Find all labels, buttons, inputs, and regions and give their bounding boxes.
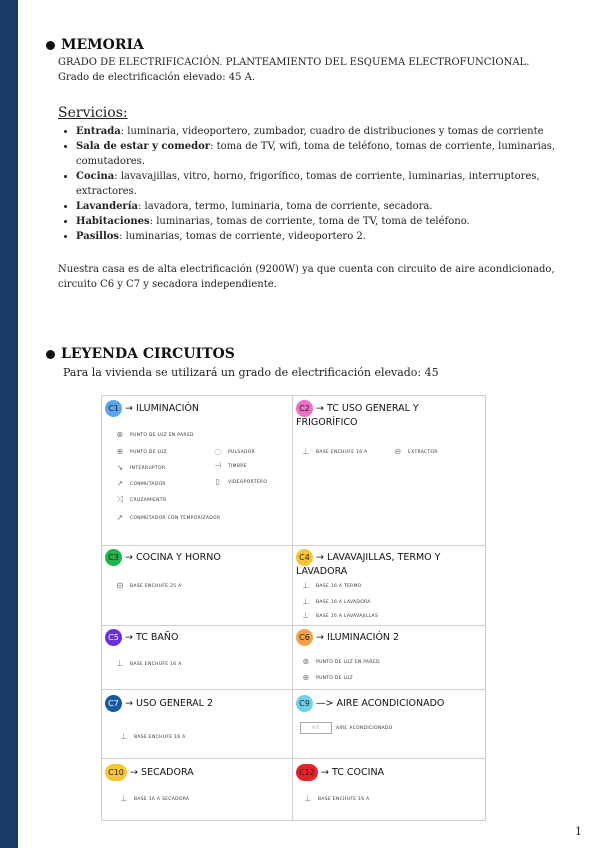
circuit-badge: C5 — [105, 629, 122, 646]
legend-item: ▯ VIDEOPORTERO — [212, 478, 267, 486]
circuit-badge: C2 — [296, 400, 313, 417]
legend-item: ⊥ BASE 16 A SECADORA — [118, 795, 189, 803]
servicios-list — [60, 124, 576, 244]
divider — [102, 689, 485, 690]
list-item: • Habitaciones: luminarias, tomas de corriente, toma de TV, toma de teléfono. — [76, 214, 576, 229]
circuit-badge: C1 — [105, 400, 122, 417]
wall-light-icon: ⊗ — [302, 657, 310, 666]
legend-item: ⊗ PUNTO DE LUZ EN PARED — [300, 658, 380, 666]
legend-item: ↘ INTERRUPTOR — [114, 464, 165, 472]
circuit-badge: C12 — [296, 764, 318, 781]
circuit-c2-title: C2 → TC USO GENERAL Y FRIGORÍFICO — [296, 400, 476, 428]
leyenda-intro: Para la vivienda se utilizará un grado de electrificación elevado: 45 — [63, 366, 439, 379]
circuit-c6-title: C6 → ILUMINACIÓN 2 — [296, 629, 399, 646]
air-conditioner-icon: A/C — [300, 722, 332, 734]
circuit-legend-table — [101, 395, 486, 821]
circuit-c9-title: C9 —> AIRE ACONDICIONADO — [296, 695, 444, 712]
bullet-dot-icon — [46, 350, 55, 359]
legend-item: ⊖ EXTRACTOR — [392, 448, 438, 456]
list-item: • Cocina: lavavajillas, vitro, horno, frigorífico, tomas de corriente, luminarias, interruptores, extractores. — [76, 169, 576, 199]
divider — [292, 396, 293, 820]
list-item: • Lavandería: lavadora, termo, luminaria, toma de corriente, secadora. — [76, 199, 576, 214]
socket-icon: ⊥ — [302, 611, 310, 620]
page-number: 1 — [575, 825, 582, 838]
circuit-c5-title: C5 → TC BAÑO — [105, 629, 179, 646]
divider — [102, 625, 485, 626]
legend-item: ⊥ BASE ENCHUFE 16 A — [114, 660, 182, 668]
legend-item: ↗ CONMUTADOR CON TEMPORIZADOR — [114, 514, 220, 522]
list-item: • Entrada: luminaria, videoportero, zumbador, cuadro de distribuciones y tomas de corriente — [76, 124, 576, 139]
bell-icon: ⊣ — [214, 461, 222, 470]
leyenda-heading — [46, 346, 235, 362]
socket-icon: ⊥ — [302, 447, 310, 456]
light-point-icon: ⊕ — [116, 447, 124, 456]
circuit-c4-title: C4 → LAVAVAJILLAS, TERMO Y LAVADORA — [296, 549, 481, 577]
legend-item: ⊟ BASE ENCHUFE 25 A — [114, 582, 182, 590]
circuit-c7-title: C7 → USO GENERAL 2 — [105, 695, 213, 712]
legend-item: ⊥ BASE 16 A LAVAVAJILLAS — [300, 612, 378, 620]
legend-item: ⊥ BASE 16 A LAVADORA — [300, 598, 371, 606]
wall-light-icon: ⊗ — [116, 430, 124, 439]
circuit-c1-title: C1 → ILUMINACIÓN — [105, 400, 199, 417]
divider — [102, 758, 485, 759]
memoria-line-2: Grado de electrificación elevado: 45 A. — [58, 72, 256, 83]
socket-icon: ⊥ — [116, 659, 124, 668]
memoria-line-1: GRADO DE ELECTRIFICACIÓN. PLANTEAMIENTO DEL ESQUEMA ELECTROFUNCIONAL. — [58, 57, 530, 68]
circuit-badge: C4 — [296, 549, 313, 566]
circuit-badge: C6 — [296, 629, 313, 646]
servicios-heading: Servicios: — [58, 105, 128, 121]
socket-icon: ⊥ — [120, 732, 128, 741]
legend-item: ⊕ PUNTO DE LUZ — [300, 674, 353, 682]
videophone-icon: ▯ — [215, 477, 221, 486]
legend-item: ⊗ PUNTO DE LUZ EN PARED — [114, 431, 194, 439]
legend-item: ⊥ BASE ENCHUFE 16 A — [118, 733, 186, 741]
circuit-c10-title: C10 → SECADORA — [105, 764, 194, 781]
legend-item: ↗ CONMUTADOR — [114, 480, 166, 488]
legend-item: A/C AIRE ACONDICIONADO — [300, 722, 393, 734]
socket-icon: ⊥ — [302, 597, 310, 606]
circuit-badge: C7 — [105, 695, 122, 712]
legend-item: ⊕ PUNTO DE LUZ — [114, 448, 167, 456]
extractor-icon: ⊖ — [394, 447, 402, 456]
socket-icon: ⊥ — [304, 794, 312, 803]
circuit-badge: C10 — [105, 764, 127, 781]
list-item: • Pasillos: luminarias, tomas de corriente, videoportero 2. — [76, 229, 576, 244]
legend-item: ⊣ TIMBRE — [212, 462, 247, 470]
socket-icon: ⊥ — [302, 581, 310, 590]
memoria-heading — [46, 37, 144, 53]
legend-item: ⊥ BASE ENCHUFE 16 A — [300, 448, 368, 456]
timer-commutator-icon: ↗ — [116, 513, 124, 522]
legend-item: ⊥ BASE 16 A TERMO — [300, 582, 362, 590]
light-point-icon: ⊕ — [302, 673, 310, 682]
oven-socket-icon: ⊟ — [116, 581, 124, 590]
memoria-heading-text: MEMORIA — [61, 37, 144, 53]
bullet-dot-icon — [46, 41, 55, 50]
legend-item: ⊥ BASE ENCHUFE 16 A — [302, 795, 370, 803]
legend-item: ⤨ CRUZAMIENTO — [114, 496, 167, 504]
socket-icon: ⊥ — [120, 794, 128, 803]
switch-icon: ↘ — [116, 463, 124, 472]
commutator-icon: ↗ — [116, 479, 124, 488]
crossover-icon: ⤨ — [116, 495, 124, 504]
electrification-summary: Nuestra casa es de alta electrificación (9200W) ya que cuenta con circuito de aire acondicionado, circuito C6 y C7 y secadora independiente. — [58, 264, 555, 290]
circuit-badge: C9 — [296, 695, 313, 712]
legend-item: ◌ PULSADOR — [212, 448, 255, 456]
push-button-icon: ◌ — [214, 447, 222, 456]
circuit-c12-title: C12 → TC COCINA — [296, 764, 384, 781]
divider — [102, 545, 485, 546]
circuit-badge: C3 — [105, 549, 122, 566]
circuit-c3-title: C3 → COCINA Y HORNO — [105, 549, 221, 566]
leyenda-heading-text: LEYENDA CIRCUITOS — [61, 346, 235, 362]
list-item: • Sala de estar y comedor: toma de TV, wifi, toma de teléfono, tomas de corriente, luminarias, comutadores. — [76, 139, 576, 169]
